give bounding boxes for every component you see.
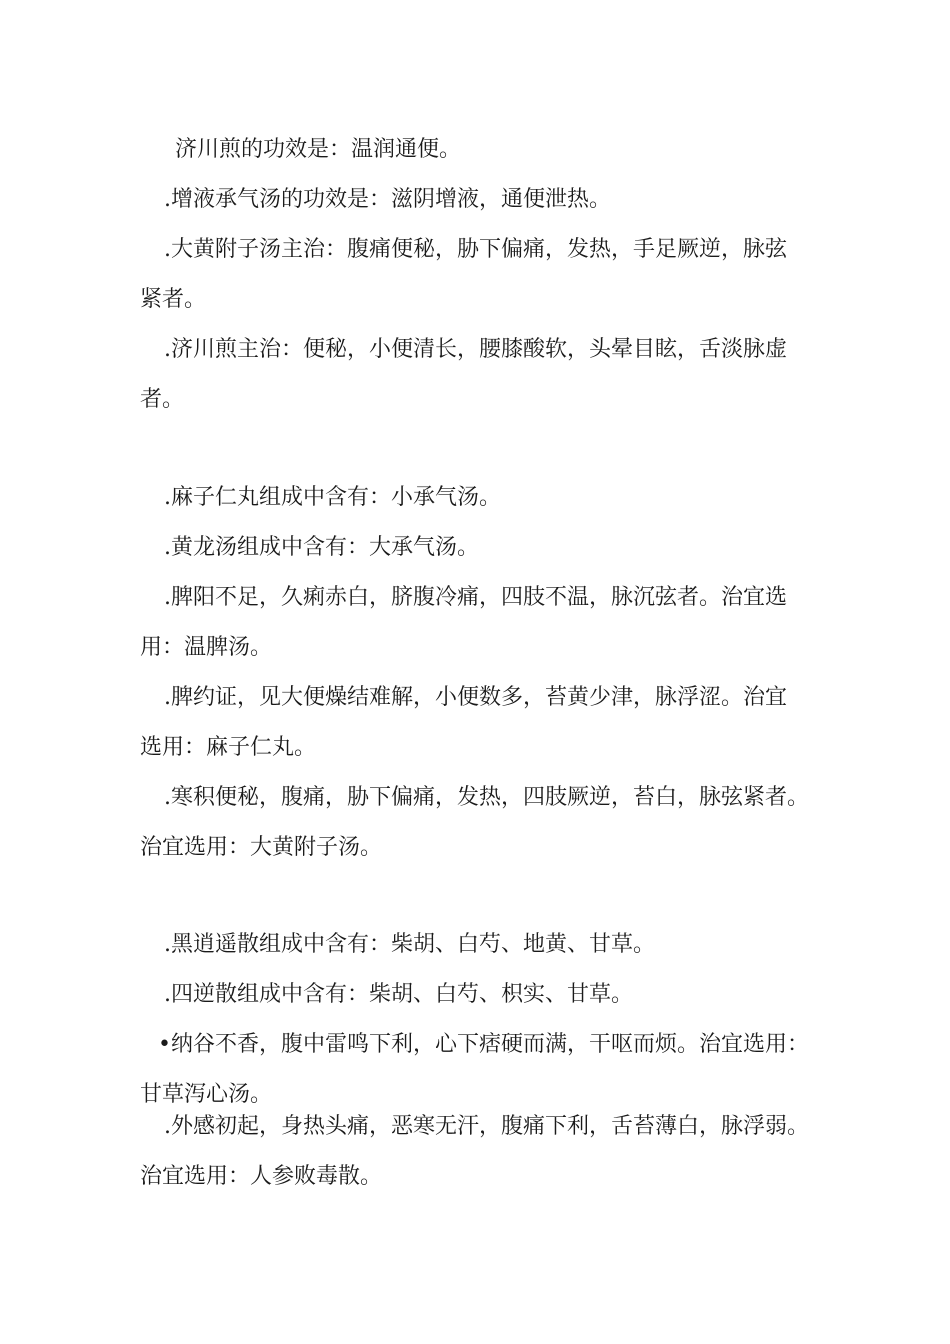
- text-line: 选用：麻子仁丸。: [140, 735, 317, 760]
- text-line: 者。: [140, 387, 185, 412]
- text-line: .脾阳不足，久痢赤白，脐腹冷痛，四肢不温，脉沉弦者。治宜选: [164, 585, 787, 610]
- text-line: .麻子仁丸组成中含有：小承气汤。: [164, 485, 501, 510]
- text-line: 济川煎的功效是：温润通便。: [175, 137, 462, 162]
- text-line: .黑逍遥散组成中含有：柴胡、白芍、地黄、甘草。: [164, 932, 655, 957]
- text-line: 治宜选用：大黄附子汤。: [140, 835, 383, 860]
- text-line: 用：温脾汤。: [140, 635, 273, 660]
- text-line: •纳谷不香，腹中雷鸣下利，心下痞硬而满，干呕而烦。治宜选用：: [158, 1032, 809, 1057]
- text-line: .脾约证，见大便燥结难解，小便数多，苔黄少津，脉浮涩。治宜: [164, 685, 787, 710]
- text-line: 紧者。: [140, 287, 207, 312]
- text-line: .外感初起，身热头痛，恶寒无汗，腹痛下利，舌苔薄白，脉浮弱。: [164, 1114, 809, 1139]
- text-line: .济川煎主治：便秘，小便清长，腰膝酸软，头晕目眩，舌淡脉虚: [164, 337, 787, 362]
- text-line: .大黄附子汤主治：腹痛便秘，胁下偏痛，发热，手足厥逆，脉弦: [164, 237, 787, 262]
- text-line: 治宜选用：人参败毒散。: [140, 1164, 383, 1189]
- text-line: .增液承气汤的功效是：滋阴增液，通便泄热。: [164, 187, 611, 212]
- text-line: .寒积便秘，腹痛，胁下偏痛，发热，四肢厥逆，苔白，脉弦紧者。: [164, 785, 809, 810]
- text-line: .黄龙汤组成中含有：大承气汤。: [164, 535, 479, 560]
- text-line: .四逆散组成中含有：柴胡、白芍、枳实、甘草。: [164, 982, 633, 1007]
- text-line: 甘草泻心汤。: [140, 1082, 273, 1107]
